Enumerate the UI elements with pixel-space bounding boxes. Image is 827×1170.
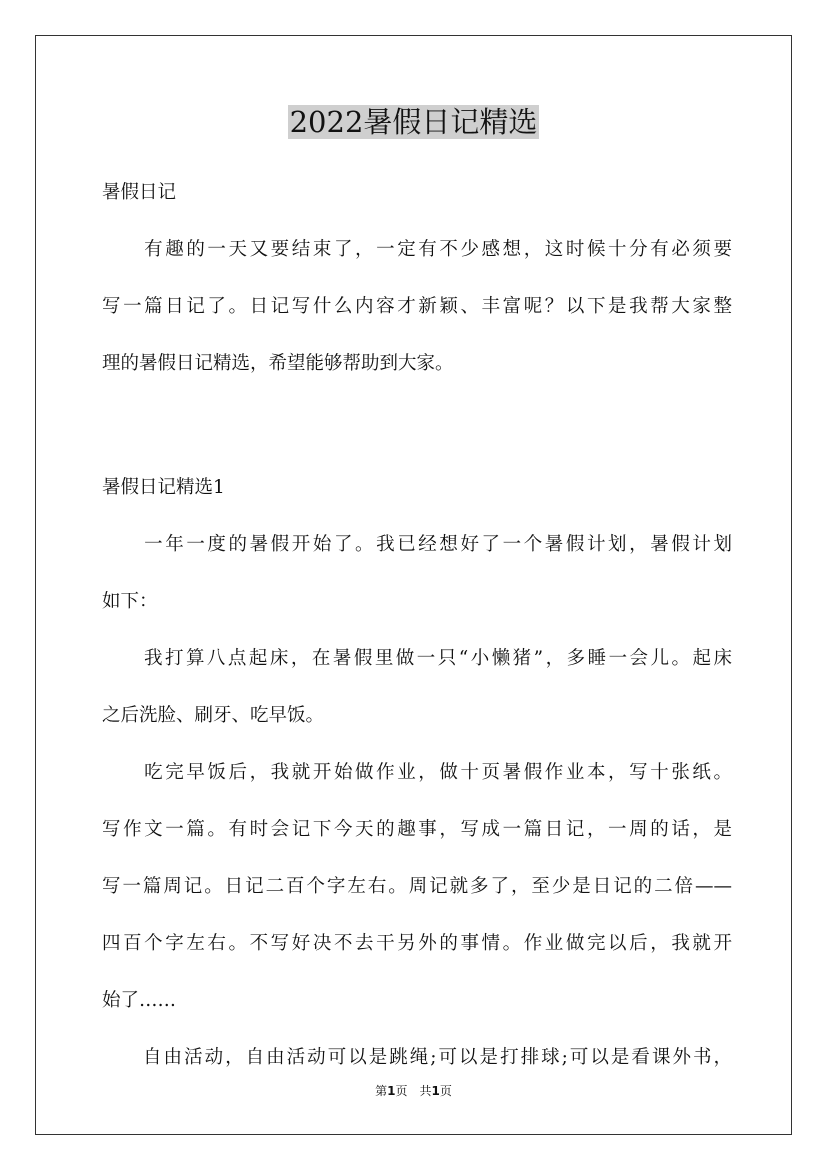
footer-page-number: 1 bbox=[387, 1084, 396, 1098]
text-line: 始了…… bbox=[102, 990, 177, 1011]
intro-paragraph bbox=[102, 231, 732, 383]
paragraph bbox=[102, 526, 732, 621]
intro-heading: 暑假日记 bbox=[102, 182, 177, 203]
paragraph bbox=[102, 1039, 732, 1077]
text-line: 如下： bbox=[102, 591, 158, 612]
footer-total-pages: 1 bbox=[431, 1084, 440, 1098]
footer-mid: 页 共 bbox=[395, 1084, 432, 1098]
paragraph bbox=[102, 640, 732, 735]
text-line: 我打算八点起床，在暑假里做一只“小懒猪”，多睡一会儿。起床 bbox=[102, 648, 732, 669]
paragraph bbox=[102, 754, 732, 1020]
text-line: 吃完早饭后，我就开始做作业，做十页暑假作业本，写十张纸。 bbox=[102, 762, 732, 783]
text-line: 之后洗脸、刷牙、吃早饭。 bbox=[102, 705, 325, 726]
text-line: 自由活动，自由活动可以是跳绳;可以是打排球;可以是看课外书， bbox=[102, 1047, 732, 1068]
section-heading: 暑假日记精选1 bbox=[102, 477, 225, 498]
footer-suffix: 页 bbox=[439, 1084, 452, 1098]
text-line: 四百个字左右。不写好决不去干另外的事情。作业做完以后，我就开 bbox=[102, 933, 732, 954]
text-line: 一年一度的暑假开始了。我已经想好了一个暑假计划，暑假计划 bbox=[102, 534, 732, 555]
text-line: 写一篇周记。日记二百个字左右。周记就多了，至少是日记的二倍—— bbox=[102, 876, 732, 897]
page-footer bbox=[0, 1082, 827, 1100]
text-line: 有趣的一天又要结束了，一定有不少感想，这时候十分有必须要 bbox=[102, 239, 732, 260]
text-line: 写一篇日记了。日记写什么内容才新颖、丰富呢？以下是我帮大家整 bbox=[102, 296, 732, 317]
text-line: 理的暑假日记精选，希望能够帮助到大家。 bbox=[102, 353, 454, 374]
footer-prefix: 第 bbox=[375, 1084, 388, 1098]
document-title bbox=[0, 102, 827, 142]
text-line: 写作文一篇。有时会记下今天的趣事，写成一篇日记，一周的话，是 bbox=[102, 819, 732, 840]
document-title-text: 2022暑假日记精选 bbox=[289, 105, 538, 139]
document-body bbox=[102, 174, 732, 1077]
